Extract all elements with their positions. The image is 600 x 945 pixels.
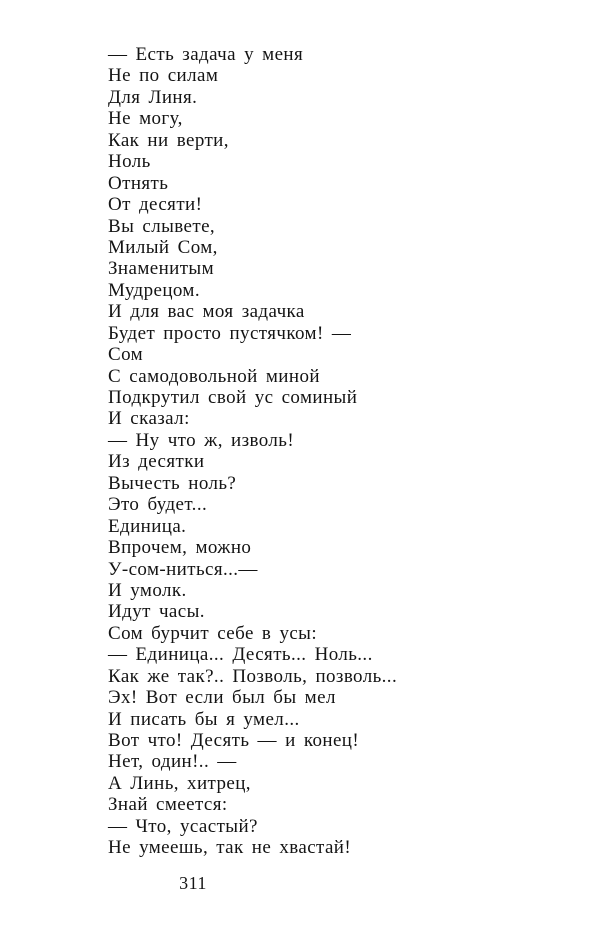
poem-line: У-сом-ниться...— bbox=[108, 558, 258, 580]
poem-line: И писать бы я умел... bbox=[108, 708, 300, 730]
poem-line: Не могу, bbox=[108, 108, 183, 130]
poem-line: С самодовольной миной bbox=[108, 365, 320, 387]
poem-line: Для Линя. bbox=[108, 86, 198, 108]
poem-line: Не по силам bbox=[108, 65, 219, 87]
poem-line: Вычесть ноль? bbox=[108, 472, 237, 494]
poem-text bbox=[108, 44, 568, 859]
poem-line: Вот что! Десять — и конец! bbox=[108, 730, 360, 751]
page-number: 311 bbox=[179, 873, 207, 893]
poem-line: От десяти! bbox=[108, 194, 203, 216]
poem-line: И сказал: bbox=[108, 408, 190, 430]
poem-line: Идут часы. bbox=[108, 601, 205, 623]
poem-line: Знай смеется: bbox=[108, 794, 228, 816]
poem-line: Из десятки bbox=[108, 451, 205, 473]
poem-line: — Что, усастый? bbox=[108, 815, 258, 837]
poem-line: Сом бурчит себе в усы: bbox=[108, 622, 318, 644]
poem-line: Подкрутил свой ус соминый bbox=[108, 387, 358, 408]
poem-line: Отнять bbox=[108, 172, 169, 194]
poem-line: Знаменитым bbox=[108, 258, 215, 280]
poem-line: Единица. bbox=[108, 515, 187, 537]
poem-line: — Ну что ж, изволь! bbox=[108, 429, 295, 451]
poem-line: Это будет... bbox=[108, 494, 208, 516]
poem-line: Ноль bbox=[108, 151, 151, 173]
poem-line: — Единица... Десять... Ноль... bbox=[108, 644, 373, 666]
poem-line: Вы слывете, bbox=[108, 215, 216, 237]
poem-line: И для вас моя задачка bbox=[108, 301, 305, 323]
poem-line: Нет, один!.. — bbox=[108, 751, 237, 773]
poem-line: И умолк. bbox=[108, 579, 187, 601]
poem-line: Как же так?.. Позволь, позволь... bbox=[108, 665, 398, 687]
poem-line: Мудрецом. bbox=[108, 279, 201, 301]
poem-line: Не умеешь, так не хвастай! bbox=[108, 837, 352, 859]
poem-line: Как ни верти, bbox=[108, 129, 229, 151]
poem-line: Эх! Вот если был бы мел bbox=[108, 687, 336, 709]
poem-line: Впрочем, можно bbox=[108, 537, 252, 559]
poem-line: Милый Сом, bbox=[108, 236, 218, 258]
poem-line: — Есть задача у меня bbox=[108, 44, 304, 65]
poem-line: Будет просто пустячком! — bbox=[108, 322, 352, 344]
poem-line: А Линь, хитрец, bbox=[108, 772, 251, 794]
poem-line: Сом bbox=[108, 344, 144, 366]
